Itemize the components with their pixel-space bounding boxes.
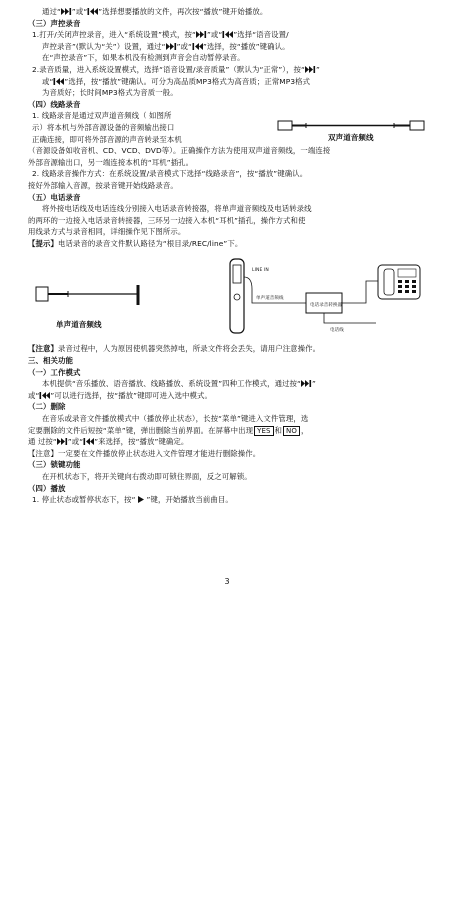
delete-line-3: [28, 436, 426, 448]
note2-label: 【注意】: [28, 448, 58, 458]
phone-line-3: 用线录方式与录音相同，详细操作见下图所示。: [28, 227, 186, 237]
line-record-text: [28, 110, 182, 145]
tip-label: 【提示】: [28, 238, 58, 248]
section-title-related: 三、相关功能: [28, 356, 73, 366]
phone-figures: [28, 257, 426, 337]
converter-label: 电话录音转换器: [310, 303, 343, 309]
tip-text: 电话录音的录音文件默认路径为“根目录/REC/line”下。: [57, 238, 243, 248]
line-line-6: 2. 线路录音操作方式：在系统设置/录音模式下选择“线路录音”，按“播放”键确认。: [32, 169, 308, 179]
text: 通过“: [42, 7, 61, 16]
next-track-icon: [166, 43, 177, 50]
line-record-block: [28, 110, 426, 145]
phone-connection-figure: [226, 257, 426, 337]
text: 或“: [42, 76, 54, 86]
text: ”: [311, 379, 316, 389]
line-line-4: （音源设备如收音机、CD、VCD、DVD等）。正确操作方法为使用双声道音频线，一端连接: [28, 146, 331, 156]
text: ”选择，按“播放”键确认。可分为高品质MP3格式为高音质；正常MP3格式: [64, 76, 311, 86]
tip-line: [28, 238, 426, 250]
delete-line-1: 在音乐或录音文件播放模式中（播放停止状态），长按“菜单”键进入文件管理，选: [42, 414, 309, 424]
next-track-icon: [301, 380, 312, 387]
subsection-title-work-mode: （一）工作模式: [28, 367, 81, 377]
text: ”或“: [67, 437, 84, 447]
page-content: [28, 6, 426, 506]
text: ，: [301, 425, 309, 435]
mono-cable-label: 单声道音频线: [56, 320, 102, 330]
subsection-title-lock: （三）锁键功能: [28, 460, 81, 470]
voice-line-2: [28, 41, 426, 53]
text: 2.录音质量，进入系统设置模式，选择“语音设置/录音质量”（默认为“正常”），按“: [32, 64, 305, 74]
text: 本机提供“音乐播放、语音播放、线路播放、系统设置”四种工作模式，通过按“: [42, 379, 301, 389]
note2-text: 一定要在文件播放停止状态进入文件管理才能进行删除操作。: [57, 448, 261, 458]
text: ”可以进行选择，按“播放”键即可进入选中模式。: [50, 390, 213, 400]
text: ”: [315, 64, 320, 74]
note-line-2: [28, 448, 426, 460]
next-track-icon: [61, 8, 72, 15]
yes-button: YES: [254, 426, 273, 436]
text: ”键，开始播放当前曲目。: [146, 495, 233, 505]
delete-line-2: [28, 425, 426, 437]
phone-line-2: 的两环的一边接入电话录音转接器，三环另一边接入本机“耳机”插孔，操作方式和使: [28, 215, 306, 225]
prev-track-icon: [192, 43, 203, 50]
mono-cable-label-2: 单声道音频线: [256, 296, 284, 302]
stereo-cable-label: 双声道音频线: [328, 133, 374, 143]
note-text: 录音过程中，人为原因使机器突然掉电，所录文件将会丢失，请用户注意操作。: [57, 344, 321, 354]
mode-line-1: [28, 378, 426, 390]
phone-line-1: 将外接电话线及电话连线分别接入电话录音转接器，将单声道音频线及电话转录线: [42, 204, 312, 214]
mono-cable-figure: [28, 257, 148, 337]
prev-track-icon: [39, 392, 50, 399]
section-title-voice-record: （三）声控录音: [28, 18, 81, 28]
section-title-line-record: （四）线路录音: [28, 99, 81, 109]
prev-track-icon: [53, 78, 64, 85]
prev-track-icon: [83, 438, 94, 445]
prev-track-icon: [87, 8, 98, 15]
voice-line-6: 为音质好；长时间MP3格式为音质一般。: [42, 88, 178, 98]
subsection-title-delete: （二）删除: [28, 402, 66, 412]
play-line-1: [28, 494, 426, 506]
text: ”或“: [71, 7, 88, 16]
text: ”或“: [206, 30, 223, 40]
note-label: 【注意】: [28, 344, 58, 354]
text: 1. 停止状态或暂停状态下，按“: [32, 495, 136, 505]
voice-line-4: [28, 64, 426, 76]
text: 或“: [28, 390, 40, 400]
text: ”来选择，按“播放”键确定。: [94, 437, 189, 447]
text: 1.打开/关闭声控录音，进入“系统设置”模式，按“: [32, 30, 196, 40]
text: 声控录音”(默认为“关”）设置，通过“: [42, 41, 166, 51]
no-button: NO: [283, 426, 300, 436]
line-in-label: LINE IN: [252, 268, 269, 274]
line-line-3: 正确连接，即可将外部音源的声音转录至本机: [32, 134, 182, 144]
play-icon: [136, 496, 147, 503]
text: ”选择“语音设置/: [233, 30, 289, 40]
page-number: 3: [224, 577, 230, 586]
line-line-7: 接好外部输入音源，按录音键开始线路录音。: [28, 180, 178, 190]
voice-line-5: [28, 76, 426, 88]
note-line-1: [28, 343, 426, 355]
mode-line-2: [28, 390, 426, 402]
next-track-icon: [57, 438, 68, 445]
voice-line-1: [28, 29, 426, 41]
text: ”选择，按“播放”键确认。: [202, 41, 290, 51]
phone-line-label: 电话线: [330, 328, 344, 334]
lock-line-1: 在开机状态下，将开关键向右拨动即可锁住界面，反之可解锁。: [42, 472, 252, 481]
text: 定要删除的文件后短按“菜单”键，弹出删除当前界面。在屏幕中出现: [28, 425, 254, 435]
text: 和: [274, 425, 283, 435]
section-title-phone-record: （五）电话录音: [28, 192, 81, 202]
line-line-5: 外部音源输出口，另一端连接本机的“耳机”插孔。: [28, 157, 194, 167]
prev-track-icon: [222, 31, 233, 38]
line-line-2: 示）将本机与外部音源设备的音频输出接口: [32, 122, 175, 132]
text: ”或“: [176, 41, 192, 51]
text: 通 过按“: [28, 437, 57, 447]
next-track-icon: [305, 66, 316, 73]
stereo-cable-figure: [276, 112, 426, 144]
intro-line: [28, 6, 426, 18]
text: ”选择想要播放的文件，再次按“播放”键开始播放。: [98, 7, 268, 16]
line-line-1: 1. 线路录音是通过双声道音频线（ 如图所: [32, 111, 172, 121]
next-track-icon: [196, 31, 207, 38]
voice-line-3: 在“声控录音”下，如果本机没有检测到声音会自动暂停录音。: [42, 53, 245, 63]
subsection-title-play: （四）播放: [28, 483, 66, 493]
